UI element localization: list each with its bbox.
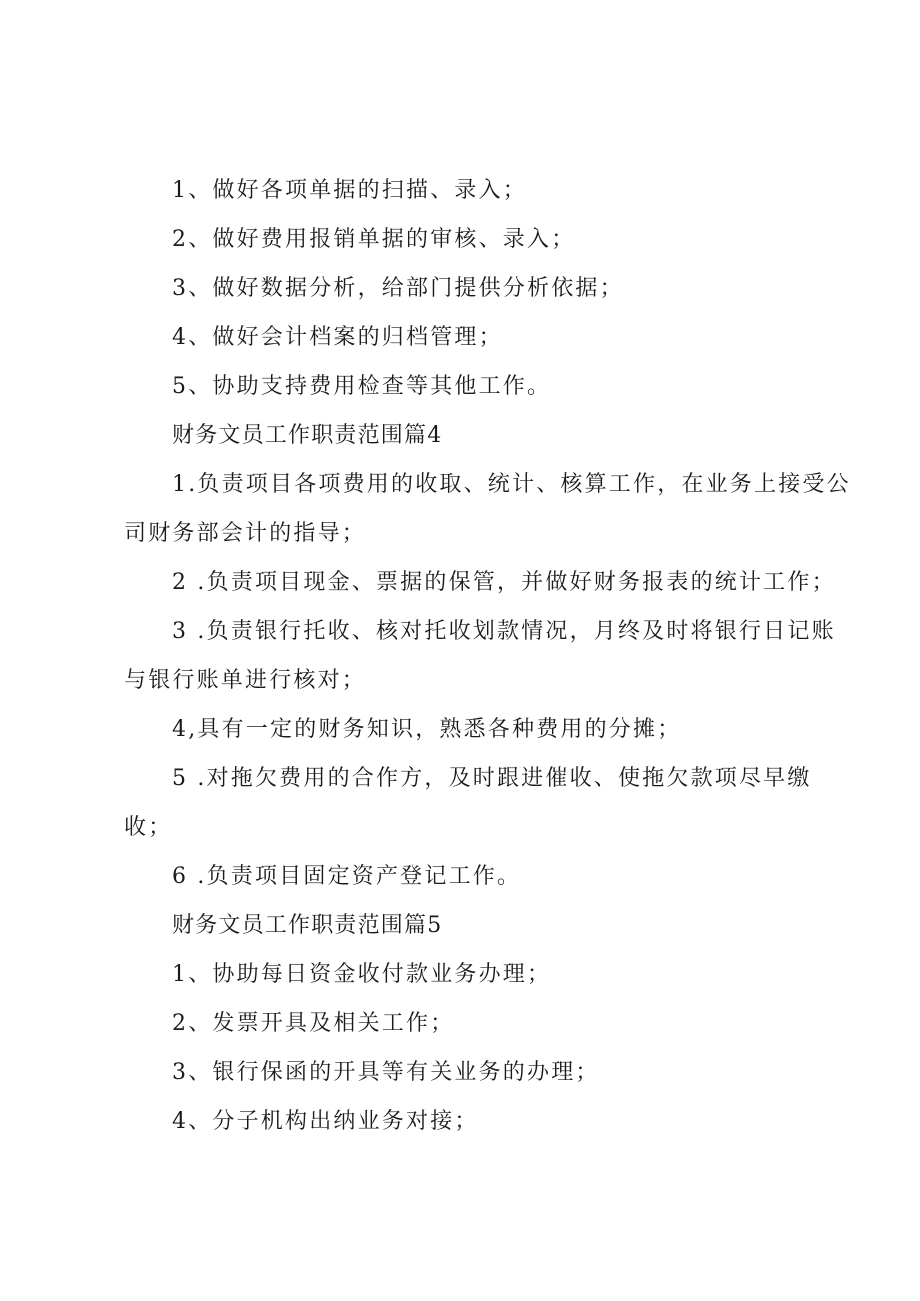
list-item: 5、协助支持费用检查等其他工作。 [172, 374, 552, 399]
list-item-continuation: 司财务部会计的指导； [124, 521, 367, 546]
list-item-continuation: 收； [124, 815, 173, 840]
list-item: 2、做好费用报销单据的审核、录入； [172, 227, 576, 252]
list-item: 6 .负责项目固定资产登记工作。 [172, 864, 522, 889]
list-item: 3、做好数据分析，给部门提供分析依据； [172, 276, 624, 301]
list-item: 2、发票开具及相关工作； [172, 1011, 455, 1036]
list-item: 2 .负责项目现金、票据的保管，并做好财务报表的统计工作； [172, 570, 836, 595]
list-item: 4、做好会计档案的归档管理； [172, 325, 503, 350]
list-item: 3 .负责银行托收、核对托收划款情况，月终及时将银行日记账 [172, 619, 836, 644]
list-item: 5 .对拖欠费用的合作方，及时跟进催收、使拖欠款项尽早缴 [172, 766, 812, 791]
list-item: 4,具有一定的财务知识，熟悉各种费用的分摊； [172, 717, 682, 742]
section-heading-5: 财务文员工作职责范围篇5 [172, 913, 443, 938]
list-item: 1、协助每日资金收付款业务办理； [172, 962, 552, 987]
list-item: 1.负责项目各项费用的收取、统计、核算工作，在业务上接受公 [172, 472, 851, 497]
document-body [124, 166, 851, 1146]
list-item: 1、做好各项单据的扫描、录入； [172, 178, 527, 203]
list-item: 3、银行保函的开具等有关业务的办理； [172, 1060, 600, 1085]
section-heading-4: 财务文员工作职责范围篇4 [172, 423, 443, 448]
list-item: 4、分子机构出纳业务对接； [172, 1109, 479, 1134]
list-item-continuation: 与银行账单进行核对； [124, 668, 367, 693]
